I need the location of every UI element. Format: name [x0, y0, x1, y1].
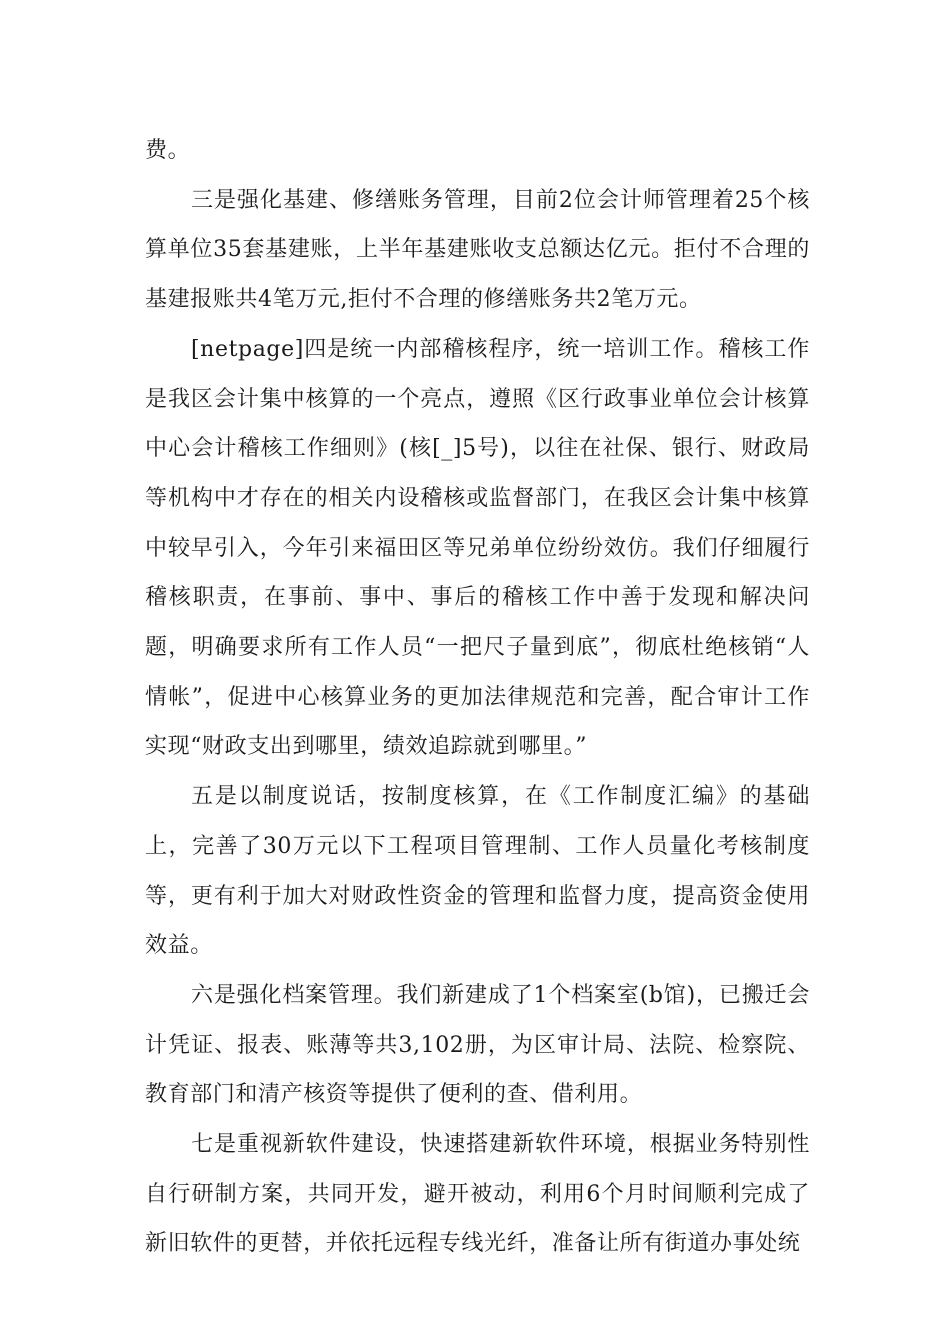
paragraph-6-archives: 六是强化档案管理。我们新建成了1个档案室(b馆)，已搬迁会计凭证、报表、账薄等共3,102册，为区审计局、法院、检察院、教育部门和清产核资等提供了便利的查、借利用。 — [145, 982, 810, 1108]
paragraph-continuation: 费。 — [145, 138, 191, 163]
paragraph-3-infrastructure: 三是强化基建、修缮账务管理，目前2位会计师管理着25个核算单位35套基建账，上半年基建账收支总额达亿元。拒付不合理的基建报账共4笔万元,拒付不合理的修缮账务共2笔万元。 — [145, 187, 810, 313]
paragraph-7-software: 七是重视新软件建设，快速搭建新软件环境，根据业务特别性自行研制方案，共同开发，避开被动，利用6个月时间顺利完成了新旧软件的更替，并依托远程专线光纤，准备让所有街道办事处统 — [145, 1132, 810, 1257]
paragraph-5-regulations: 五是以制度说话，按制度核算，在《工作制度汇编》的基础上，完善了30万元以下工程项目管理制、工作人员量化考核制度等，更有利于加大对财政性资金的管理和监督力度，提高资金使用效益。 — [145, 784, 810, 959]
paragraph-4-audit: [netpage]四是统一内部稽核程序，统一培训工作。稽核工作是我区会计集中核算的一个亮点，遵照《区行政事业单位会计核算中心会计稽核工作细则》(核[_]5号)，以往在社保、银行、财政局等机构中才存在的相关内设稽核或监督部门，在我区会计集中核算中较早引入，今年引来福田区等兄弟单位纷纷效仿。我们仔细履行稽核职责，在事前、事中、事后的稽核工作中善于发现和解决问题，明确要求所有工作人员“一把尺子量到底”，彻底杜绝核销“人情帐”，促进中心核算业务的更加法律规范和完善，配合审计工作实现“财政支出到哪里，绩效追踪就到哪里。” — [145, 336, 810, 760]
document-body — [145, 126, 810, 1269]
